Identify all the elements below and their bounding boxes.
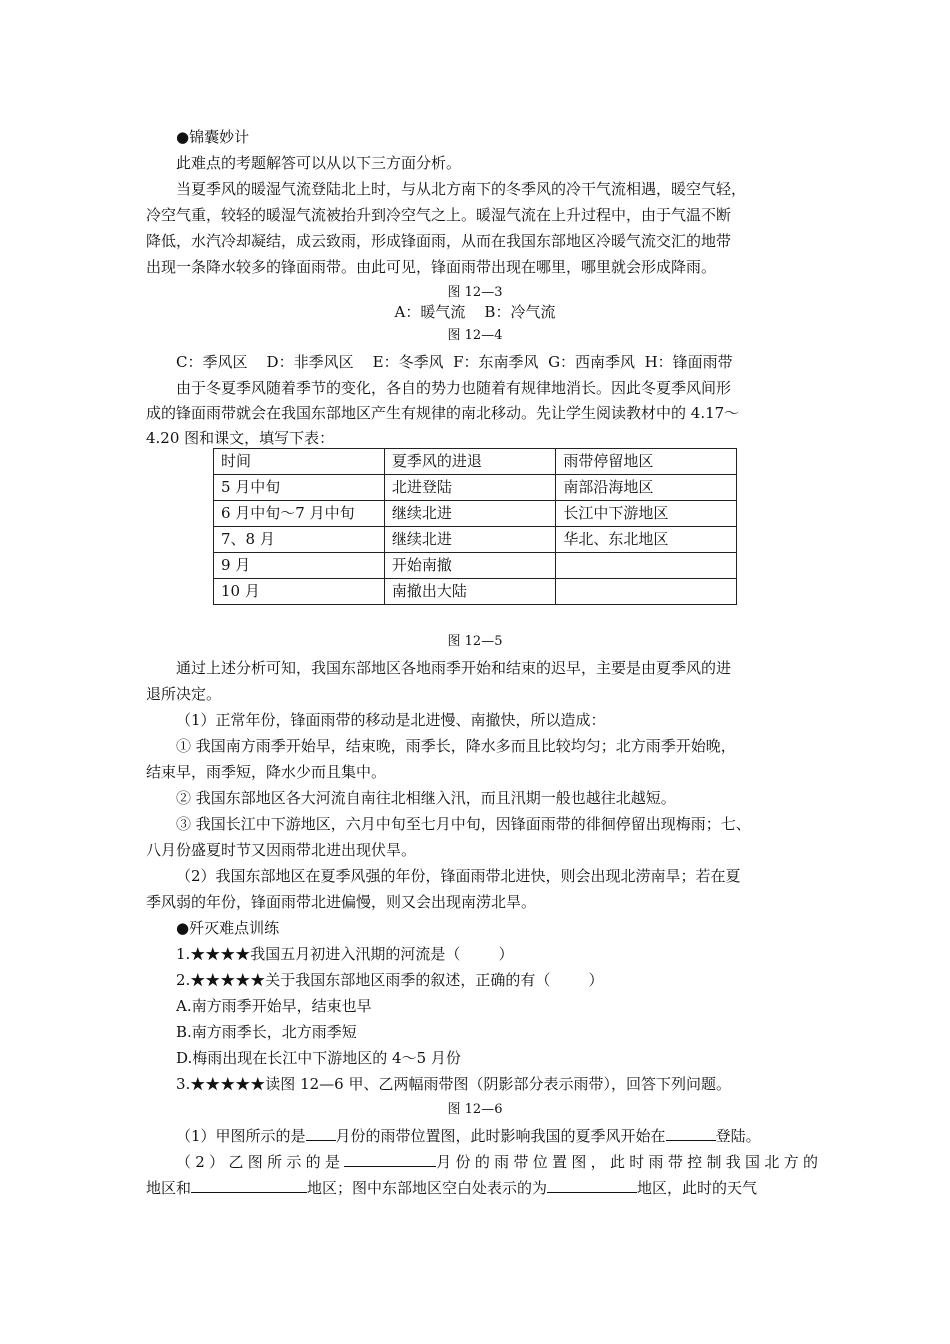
table-cell bbox=[556, 553, 737, 579]
table-cell: 继续北进 bbox=[384, 527, 556, 553]
question-3-part-2 bbox=[176, 1152, 822, 1172]
table-cell: 5 月中旬 bbox=[214, 475, 385, 501]
answer-blank[interactable] bbox=[191, 1178, 307, 1193]
sub-point-line: ③ 我国长江中下游地区，六月中旬至七月中旬，因锋面雨带的徘徊停留出现梅雨；七、 bbox=[176, 815, 751, 833]
question-text: （1）甲图所示的是 bbox=[176, 1127, 306, 1145]
figure-caption: 图 12—5 bbox=[447, 634, 503, 649]
point-two-line: 季风弱的年份，锋面雨带北进偏慢，则又会出现南涝北旱。 bbox=[146, 893, 537, 911]
question-text: 地区和 bbox=[146, 1179, 192, 1197]
table-cell: 南部沿海地区 bbox=[556, 475, 737, 501]
table-cell: 长江中下游地区 bbox=[556, 501, 737, 527]
paragraph-line: 通过上述分析可知，我国东部地区各地雨季开始和结束的迟早，主要是由夏季风的进 bbox=[176, 659, 732, 677]
table-row bbox=[214, 501, 737, 527]
answer-blank[interactable] bbox=[306, 1126, 336, 1141]
table-row bbox=[214, 553, 737, 579]
rain-belt-table bbox=[213, 448, 737, 605]
table-row bbox=[214, 579, 737, 605]
paragraph-line: 退所决定。 bbox=[146, 685, 222, 703]
question-text: 地区；图中东部地区空白处表示的为 bbox=[307, 1179, 548, 1197]
paragraph-line: 降低，水汽冷却凝结，成云致雨，形成锋面雨，从而在我国东部地区冷暖气流交汇的地带 bbox=[146, 232, 732, 250]
question-1: 1.★★★★我国五月初进入汛期的河流是（ ） bbox=[176, 945, 514, 963]
figure-legend: C：季风区 D：非季风区 E：冬季风 F：东南季风 G：西南季风 H：锋面雨带 bbox=[176, 353, 733, 371]
question-text: 月份的雨带位置图，此时影响我国的夏季风开始在 bbox=[335, 1127, 666, 1145]
answer-blank[interactable] bbox=[344, 1152, 436, 1167]
intro-text: 此难点的考题解答可以从以下三方面分析。 bbox=[176, 154, 462, 172]
sub-point-line: ② 我国东部地区各大河流自南往北相继入汛，而且汛期一般也越往北越短。 bbox=[176, 789, 676, 807]
question-text: 月份的雨带位置图，此时雨带控制我国北方的 bbox=[436, 1153, 823, 1171]
sub-point-line: 八月份盛夏时节又因雨带北进出现伏旱。 bbox=[146, 841, 417, 859]
paragraph-line: 出现一条降水较多的锋面雨带。由此可见，锋面雨带出现在哪里，哪里就会形成降雨。 bbox=[146, 258, 717, 276]
section-heading-practice: ●歼灭难点训练 bbox=[176, 919, 280, 937]
table-cell: 继续北进 bbox=[384, 501, 556, 527]
paragraph-line: 当夏季风的暖湿气流登陆北上时，与从北方南下的冬季风的冷干气流相遇，暖空气轻， bbox=[176, 180, 747, 198]
table-cell: 6 月中旬～7 月中旬 bbox=[214, 501, 385, 527]
table-header-row bbox=[214, 449, 737, 475]
table-row bbox=[214, 475, 737, 501]
answer-option: A.南方雨季开始早，结束也早 bbox=[176, 997, 372, 1015]
table-header-cell: 夏季风的进退 bbox=[384, 449, 556, 475]
answer-option: D.梅雨出现在长江中下游地区的 4～5 月份 bbox=[176, 1049, 461, 1067]
table-cell: 7、8 月 bbox=[214, 527, 385, 553]
point-one: （1）正常年份，锋面雨带的移动是北进慢、南撤快，所以造成： bbox=[176, 711, 606, 729]
paragraph-line: 成的锋面雨带就会在我国东部地区产生有规律的南北移动。先让学生阅读教材中的 4.17～ bbox=[146, 404, 740, 422]
table-cell: 北进登陆 bbox=[384, 475, 556, 501]
sub-point-line: ① 我国南方雨季开始早，结束晚，雨季长，降水多而且比较均匀；北方雨季开始晚， bbox=[176, 737, 736, 755]
table-cell: 开始南撤 bbox=[384, 553, 556, 579]
question-3-part-1 bbox=[176, 1126, 761, 1146]
question-2: 2.★★★★★关于我国东部地区雨季的叙述，正确的有（ ） bbox=[176, 971, 604, 989]
answer-option: B.南方雨季长，北方雨季短 bbox=[176, 1023, 357, 1041]
table-cell bbox=[556, 579, 737, 605]
figure-legend: A：暖气流 B：冷气流 bbox=[394, 303, 556, 321]
table-cell: 南撤出大陆 bbox=[384, 579, 556, 605]
paragraph-line: 冷空气重，较轻的暖湿气流被抬升到冷空气之上。暖湿气流在上升过程中，由于气温不断 bbox=[146, 206, 732, 224]
answer-blank[interactable] bbox=[666, 1126, 716, 1141]
paragraph-line: 由于冬夏季风随着季节的变化，各自的势力也随着有规律地消长。因此冬夏季风间形 bbox=[176, 379, 732, 397]
answer-blank[interactable] bbox=[547, 1178, 637, 1193]
question-text: （2）乙图所示的是 bbox=[176, 1153, 345, 1171]
table-header-cell: 雨带停留地区 bbox=[556, 449, 737, 475]
table-cell: 9 月 bbox=[214, 553, 385, 579]
table-header-cell: 时间 bbox=[214, 449, 385, 475]
figure-caption: 图 12—3 bbox=[447, 285, 503, 300]
question-text: 地区，此时的天气 bbox=[637, 1179, 758, 1197]
sub-point-line: 结束早，雨季短，降水少而且集中。 bbox=[146, 763, 387, 781]
point-two-line: （2）我国东部地区在夏季风强的年份，锋面雨带北进快，则会出现北涝南旱；若在夏 bbox=[176, 867, 741, 885]
figure-caption: 图 12—6 bbox=[447, 1102, 503, 1117]
table-cell: 华北、东北地区 bbox=[556, 527, 737, 553]
table-cell: 10 月 bbox=[214, 579, 385, 605]
table-row bbox=[214, 527, 737, 553]
section-heading-tips: ●锦囊妙计 bbox=[176, 128, 250, 146]
question-3: 3.★★★★★读图 12—6 甲、乙两幅雨带图（阴影部分表示雨带），回答下列问题。 bbox=[176, 1075, 731, 1093]
figure-caption: 图 12—4 bbox=[447, 328, 503, 343]
paragraph-line: 4.20 图和课文，填写下表： bbox=[146, 429, 335, 447]
question-3-part-2-cont bbox=[146, 1178, 757, 1198]
question-text: 登陆。 bbox=[715, 1127, 761, 1145]
